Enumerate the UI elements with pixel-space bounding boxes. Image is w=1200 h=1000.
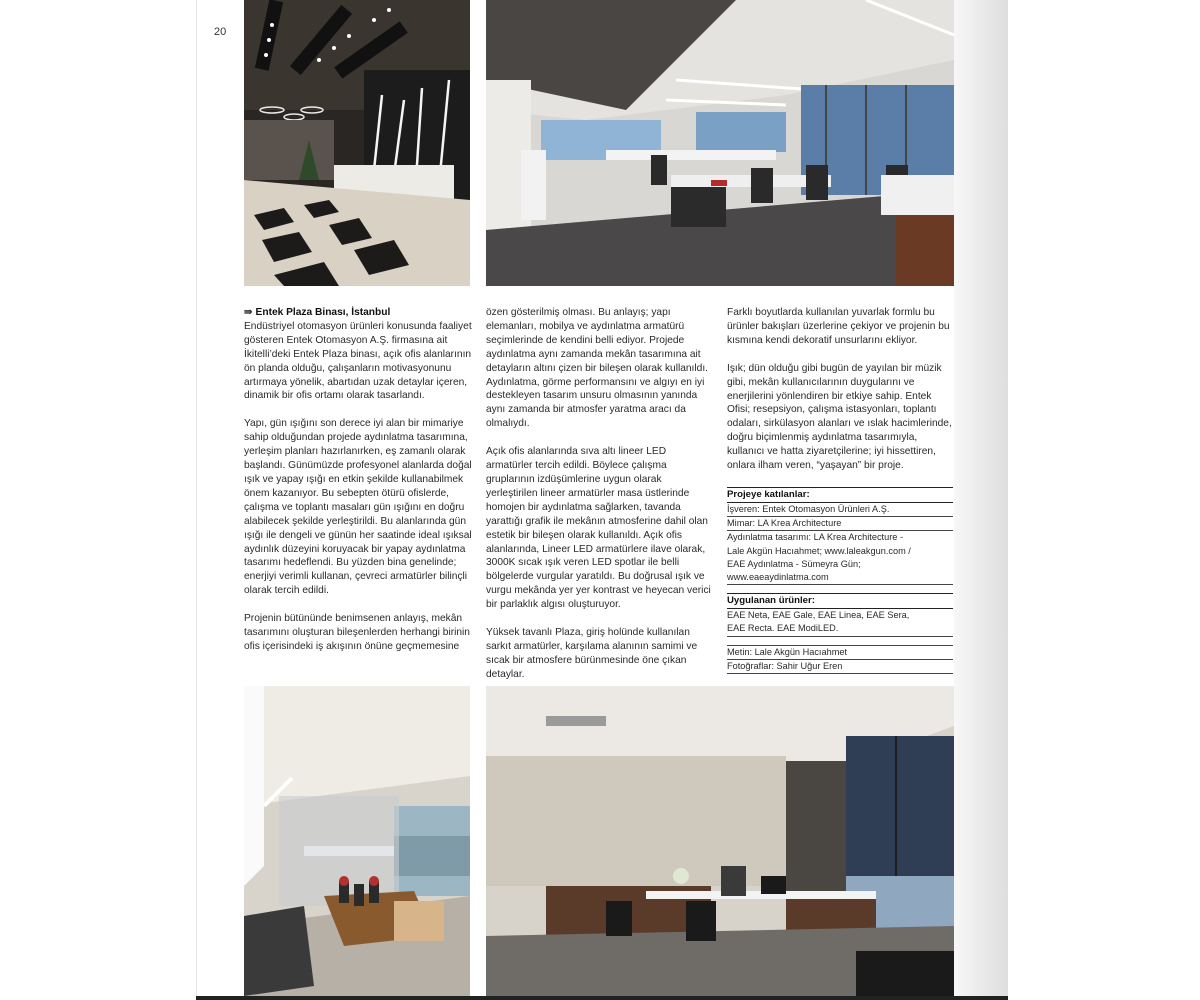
- credit-row: EAE Neta, EAE Gale, EAE Linea, EAE Sera,: [727, 610, 910, 621]
- article-heading: ⇛ Entek Plaza Binası, İstanbul: [244, 307, 391, 318]
- project-credits: [727, 487, 953, 674]
- reception-photo: [244, 0, 470, 286]
- article-column-2: [486, 306, 712, 696]
- credit-row: Aydınlatma tasarımı: LA Krea Architecture -: [727, 532, 904, 543]
- paragraph: Yüksek tavanlı Plaza, giriş holünde kullanılan sarkıt armatürler, karşılama alanının samimi ve sıcak bir atmosfere bürünmesinde öne çıkan detaylar.: [486, 627, 698, 680]
- arrow-right-icon: ⇛: [244, 307, 253, 318]
- page-number: 20: [214, 26, 227, 38]
- credit-row: EAE Aydınlatma - Sümeyra Gün; www.eaeaydinlatma.com: [727, 558, 953, 585]
- paragraph: Endüstriyel otomasyon ürünleri konusunda faaliyet gösteren Entek Otomasyon A.Ş. firmasına ait İkitelli’deki Entek Plaza binası, açık ofis alanlarının ön planda olduğu, çalışanların motivasyonunu artırmaya yönelik, abartıdan uzak detaylar içeren, dinamik bir ofis ortamı olarak tasarlandı.: [244, 320, 472, 402]
- manager-office-photo: [486, 686, 954, 996]
- article-column-3: [727, 306, 953, 674]
- credit-row: Mimar: LA Krea Architecture: [727, 517, 953, 531]
- page-bottom-rule: [196, 996, 1008, 1000]
- credit-row: EAE Recta. EAE ModiLED.: [727, 622, 953, 636]
- paragraph: Farklı boyutlarda kullanılan yuvarlak formlu bu ürünler bakışları üzerlerine çekiyor ve projenin bu kısmına kendi dekoratif unsurlarını ekliyor.: [727, 307, 950, 346]
- paragraph: Projenin bütününde benimsenen anlayış, mekân tasarımını oluşturan bileşenlerden herhangi birinin ofis içerisindeki iş akışının önüne geçmemesine: [244, 613, 470, 652]
- meeting-room-photo: [244, 686, 470, 996]
- article-column-1: [244, 306, 472, 668]
- credits-products-title: Uygulanan ürünler:: [727, 593, 953, 609]
- credit-row: İşveren: Entek Otomasyon Ürünleri A.Ş.: [727, 503, 953, 517]
- paragraph: özen gösterilmiş olması. Bu anlayış; yapı elemanları, mobilya ve aydınlatma armatürü seçimlerinde de kendini belli ediyor. Projede aydınlatma aynı zamanda mekân tasarımına ait detayların altını çizen bir bileşen olarak kullanıldı. Aydınlatma, görme performansını ve algıyı en iyi destekleyen tasarım unsuru olmasının yanında aynı zamanda bir atmosfer yaratma aracı da olmalıydı.: [486, 307, 708, 430]
- open-office-photo: [486, 0, 954, 286]
- paragraph: Yapı, gün ışığını son derece iyi alan bir mimariye sahip olduğundan projede aydınlatma tasarımına, yerleşim planları hazırlanırken, eş zamanlı olarak başlandı. Günümüzde profesyonel alanlarda doğal ışık ve yapay ışığı en etkin şekilde kullanabilmek önem kazanıyor. Bu sebepten ötürü ofislerde, çalışma ve toplantı masaları gün ışığını en doğru alabilecek şekilde yerleştirildi. Bu alanlarında gün ışığı ile dengeli ve günün her saatinde ideal ışıksal aydınlık düzeyini koruyacak bir yapay aydınlatma tasarımı hedeflendi. Bu yüzden bina genelinde; enerjiyi verimli kullanan, çevreci armatürler bilinçli olarak tercih edildi.: [244, 418, 472, 597]
- paragraph: Açık ofis alanlarında sıva altı lineer LED armatürler tercih edildi. Böylece çalışma gruplarının izdüşümlerine uygun olarak yerleştirilen lineer armatürler masa üstlerinde homojen bir aydınlatma sağlarken, tavanda yarattığı grafik ile mekânın atmosferine dahil olan estetik bir bileşen olarak kullanıldı. Açık ofis alanlarında, Lineer LED armatürlere ilave olarak, 3000K sıcak ışık veren LED spotlar ile belli bölgelerde vurgular yaratıldı. Bu doğrusal ışık ve vurgu mekânda yer yer kontrast ve heyecan verici bir parlaklık algısı oluşturuyor.: [486, 446, 711, 611]
- credit-row: Lale Akgün Hacıahmet; www.laleakgun.com /: [727, 545, 911, 556]
- page-edge-shadow: [954, 0, 1008, 1000]
- credit-text-author: Metin: Lale Akgün Hacıahmet: [727, 645, 953, 660]
- credit-photographer: Fotoğraflar: Sahir Uğur Eren: [727, 660, 953, 674]
- paragraph: Işık; dün olduğu gibi bugün de yayılan bir müzik gibi, mekân kullanıcılarının duygularını ve enerjilerini yönlendiren bir etkiye sahip. Entek Ofisi; resepsiyon, çalışma istasyonları, toplantı odaları, sirkülasyon alanları ve ıslak hacimlerinde, doğru biçimlenmiş aydınlatma tasarımıyla, kullanıcı ve hatta ziyaretçilerine; iyi hissettiren, onlara ilham veren, “yaşayan” bir proje.: [727, 362, 952, 472]
- credits-participants-title: Projeye katılanlar:: [727, 487, 953, 503]
